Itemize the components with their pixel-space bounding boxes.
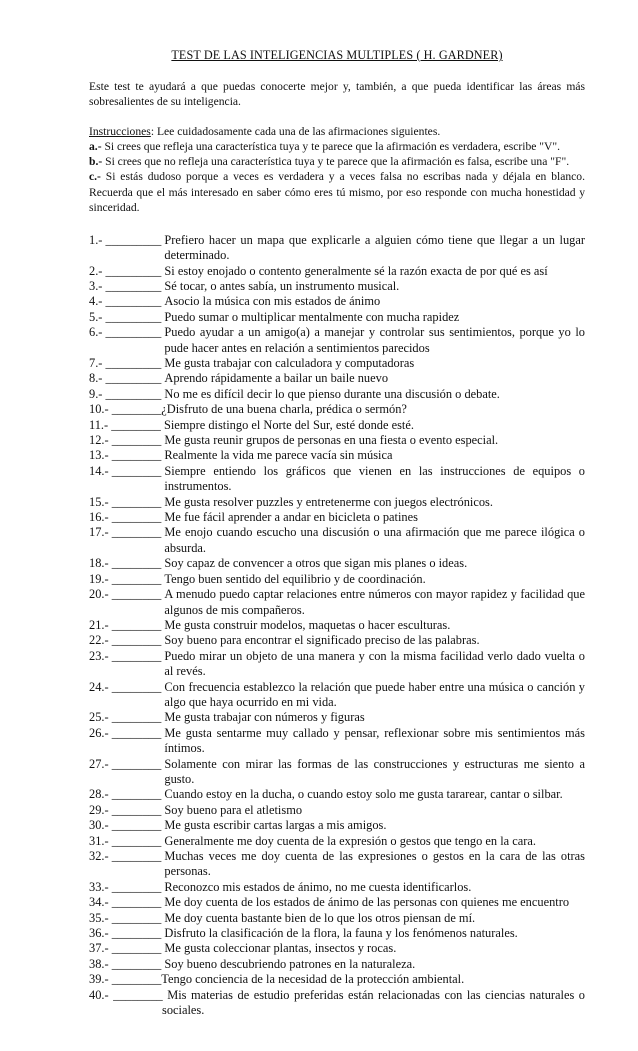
instruction-c-text: Si estás dudoso porque a veces es verdadera y a veces falsa no escribas nada y déjala en blanco. Recuerda que el más interesado en saber cómo eres tú mismo, por eso responde con mucha honestidad y sinceridad. bbox=[89, 170, 585, 214]
statement-text: Sé tocar, o antes sabía, un instrumento musical. bbox=[164, 278, 400, 293]
instruction-b-label: b.- bbox=[89, 155, 103, 169]
instruction-b bbox=[89, 154, 585, 169]
statement-item-19 bbox=[89, 572, 585, 587]
statement-item-36 bbox=[89, 926, 585, 941]
statement-item-27 bbox=[89, 757, 585, 788]
statement-text: Generalmente me doy cuenta de la expresión o gestos que tengo en la cara. bbox=[164, 833, 536, 848]
statement-text: Prefiero hacer un mapa que explicarle a alguien cómo tiene que llegar a un lugar determinado. bbox=[164, 232, 585, 263]
answer-blank[interactable]: ________ bbox=[111, 972, 162, 987]
statement-number: 38.- bbox=[89, 956, 112, 971]
instruction-a-text: Si crees que refleja una característica tuya y te parece que la afirmación es verdadera, escribe "V". bbox=[101, 140, 561, 154]
statement-text: Me gusta resolver puzzles y entretenerme con juegos electrónicos. bbox=[164, 494, 493, 509]
answer-blank[interactable]: ________ bbox=[111, 956, 165, 971]
statement-number: 10.- bbox=[89, 402, 112, 417]
statement-text: Cuando estoy en la ducha, o cuando estoy solo me gusta tararear, cantar o silbar. bbox=[164, 787, 563, 802]
statement-item-34 bbox=[89, 895, 585, 910]
statement-number: 24.- bbox=[89, 679, 112, 694]
statement-item-5 bbox=[89, 310, 585, 325]
statement-text: ¿Disfruto de una buena charla, prédica o sermón? bbox=[161, 402, 407, 417]
statement-text: Siempre entiendo los gráficos que vienen en las instrucciones de equipos o instrumentos. bbox=[164, 463, 585, 494]
statement-number: 11.- bbox=[89, 417, 112, 432]
statement-number: 23.- bbox=[89, 648, 112, 663]
statement-number: 5.- bbox=[89, 309, 106, 324]
statement-item-6 bbox=[89, 325, 585, 356]
statement-number: 26.- bbox=[89, 725, 112, 740]
statement-number: 1.- bbox=[89, 232, 106, 247]
instruction-c-label: c.- bbox=[89, 170, 101, 184]
statement-item-2 bbox=[89, 264, 585, 279]
statement-item-35 bbox=[89, 911, 585, 926]
statement-item-31 bbox=[89, 834, 585, 849]
answer-blank[interactable]: _________ bbox=[105, 232, 165, 247]
answer-blank[interactable]: ________ bbox=[111, 433, 165, 448]
answer-blank[interactable]: ________ bbox=[111, 895, 165, 910]
statement-item-33 bbox=[89, 880, 585, 895]
statement-text: Puedo mirar un objeto de una manera y con la misma facilidad verlo dado vuelta o al revés. bbox=[164, 648, 585, 679]
statement-item-21 bbox=[89, 618, 585, 633]
statement-number: 30.- bbox=[89, 818, 112, 833]
statement-number: 21.- bbox=[89, 617, 112, 632]
intro-paragraph: Este test te ayudará a que puedas conocerte mejor y, también, a que pueda identificar las áreas más sobresalientes de su inteligencia. bbox=[89, 80, 585, 109]
answer-blank[interactable]: ________ bbox=[111, 833, 165, 848]
statement-text: Disfruto la clasificación de la flora, la fauna y los fenómenos naturales. bbox=[164, 926, 518, 941]
statement-item-11 bbox=[89, 418, 585, 433]
statement-item-9 bbox=[89, 387, 585, 402]
statement-text: Soy capaz de convencer a otros que sigan mis planes o ideas. bbox=[164, 556, 468, 571]
answer-blank[interactable]: ________ bbox=[111, 756, 165, 771]
statement-number: 14.- bbox=[89, 463, 112, 478]
statement-item-23 bbox=[89, 649, 585, 680]
statement-item-30 bbox=[89, 818, 585, 833]
answer-blank[interactable]: ________ bbox=[111, 818, 165, 833]
answer-blank[interactable]: _________ bbox=[105, 278, 165, 293]
statement-item-24 bbox=[89, 680, 585, 711]
statement-text: Soy bueno para encontrar el significado preciso de las palabras. bbox=[164, 633, 480, 648]
statement-item-7 bbox=[89, 356, 585, 371]
statement-item-14 bbox=[89, 464, 585, 495]
answer-blank[interactable]: ________ bbox=[111, 510, 165, 525]
statement-item-32 bbox=[89, 849, 585, 880]
answer-blank[interactable]: ________ bbox=[111, 571, 165, 586]
statement-text: Me fue fácil aprender a andar en bicicleta o patines bbox=[164, 510, 418, 525]
statement-item-26 bbox=[89, 726, 585, 757]
statement-number: 34.- bbox=[89, 895, 112, 910]
statement-number: 12.- bbox=[89, 433, 112, 448]
statement-number: 39.- bbox=[89, 972, 112, 987]
statement-number: 17.- bbox=[89, 525, 112, 540]
answer-blank[interactable]: _________ bbox=[105, 294, 165, 309]
statement-item-16 bbox=[89, 510, 585, 525]
statement-number: 20.- bbox=[89, 587, 112, 602]
introduction bbox=[89, 79, 585, 215]
statement-text: Me gusta reunir grupos de personas en una fiesta o evento especial. bbox=[164, 433, 499, 448]
statement-text: Tengo buen sentido del equilibrio y de coordinación. bbox=[164, 571, 426, 586]
statement-item-28 bbox=[89, 787, 585, 802]
statement-item-40 bbox=[89, 988, 585, 1019]
statement-text: Me enojo cuando escucho una discusión o una afirmación que me parece ilógica o absurda. bbox=[164, 525, 585, 555]
statement-item-10 bbox=[89, 402, 585, 417]
statement-item-22 bbox=[89, 633, 585, 648]
answer-blank[interactable]: ________ bbox=[111, 587, 165, 602]
statement-text: A menudo puedo captar relaciones entre números con mayor rapidez y facilidad que algunos de mis compañeros. bbox=[164, 587, 585, 617]
statement-number: 16.- bbox=[89, 510, 112, 525]
statement-text: Reconozco mis estados de ánimo, no me cuesta identificarlos. bbox=[164, 879, 472, 894]
statement-text: Soy bueno descubriendo patrones en la naturaleza. bbox=[164, 956, 416, 971]
answer-blank[interactable]: ________ bbox=[111, 802, 165, 817]
statement-number: 35.- bbox=[89, 910, 112, 925]
answer-blank[interactable]: ________ bbox=[111, 494, 165, 509]
statement-text: Mis materias de estudio preferidas están relacionadas con las ciencias naturales o sociales. bbox=[162, 987, 585, 1018]
statement-number: 37.- bbox=[89, 941, 112, 956]
statement-text: Puedo ayudar a un amigo(a) a manejar y controlar sus sentimientos, porque yo lo pude hacer antes en relación a sentimientos parecidos bbox=[164, 325, 585, 355]
statement-number: 8.- bbox=[89, 371, 106, 386]
statement-number: 27.- bbox=[89, 756, 112, 771]
statement-item-25 bbox=[89, 710, 585, 725]
answer-blank[interactable]: _________ bbox=[105, 325, 165, 340]
statement-text: Tengo conciencia de la necesidad de la protección ambiental. bbox=[161, 972, 465, 987]
document-title: TEST DE LAS INTELIGENCIAS MULTIPLES ( H. GARDNER) bbox=[171, 48, 503, 62]
statement-item-18 bbox=[89, 556, 585, 571]
answer-blank[interactable]: ________ bbox=[111, 725, 165, 740]
statement-item-17 bbox=[89, 525, 585, 556]
answer-blank[interactable]: ________ bbox=[111, 417, 164, 432]
statement-list bbox=[89, 233, 585, 988]
statement-text: Me doy cuenta bastante bien de lo que los otros piensan de mí. bbox=[164, 910, 476, 925]
statement-number: 7.- bbox=[89, 356, 106, 370]
answer-blank[interactable]: ________ bbox=[111, 679, 165, 694]
answer-blank[interactable]: ________ bbox=[111, 879, 165, 894]
answer-blank[interactable]: ________ bbox=[111, 710, 165, 725]
statement-number: 3.- bbox=[89, 278, 106, 293]
statement-item-39 bbox=[89, 972, 585, 987]
statement-text: Me gusta trabajar con calculadora y computadoras bbox=[164, 356, 415, 370]
instruction-a-label: a.- bbox=[89, 140, 102, 154]
statement-number: 6.- bbox=[89, 325, 106, 340]
answer-blank[interactable]: ________ bbox=[111, 402, 162, 417]
statement-text: Realmente la vida me parece vacía sin música bbox=[164, 448, 393, 463]
statement-item-12 bbox=[89, 433, 585, 448]
instructions-label: Instrucciones bbox=[89, 125, 151, 139]
statement-item-13 bbox=[89, 448, 585, 463]
statement-number: 40.- bbox=[89, 987, 114, 1002]
statement-number: 22.- bbox=[89, 633, 112, 648]
statement-number: 15.- bbox=[89, 494, 112, 509]
answer-blank[interactable]: _________ bbox=[105, 309, 165, 324]
statement-item-29 bbox=[89, 803, 585, 818]
answer-blank[interactable]: ________ bbox=[111, 556, 165, 571]
instructions-line bbox=[89, 124, 585, 139]
answer-blank[interactable]: ________ bbox=[111, 448, 165, 463]
statement-number: 28.- bbox=[89, 787, 112, 802]
statement-text: Me gusta escribir cartas largas a mis amigos. bbox=[164, 818, 387, 833]
statement-text: Me doy cuenta de los estados de ánimo de las personas con quienes me encuentro bbox=[164, 895, 570, 910]
statement-text: Me gusta construir modelos, maquetas o hacer esculturas. bbox=[164, 617, 451, 632]
answer-blank[interactable]: ________ bbox=[111, 910, 165, 925]
statement-item-37 bbox=[89, 941, 585, 956]
statement-item-20 bbox=[89, 587, 585, 618]
answer-blank[interactable]: ________ bbox=[111, 849, 165, 863]
statement-text: Con frecuencia establezco la relación que puede haber entre una música o canción y algo que haya ocurrido en mi vida. bbox=[164, 679, 585, 709]
statement-text: Aprendo rápidamente a bailar un baile nuevo bbox=[164, 371, 389, 386]
statement-item-3 bbox=[89, 279, 585, 294]
answer-blank[interactable]: ________ bbox=[111, 941, 165, 956]
answer-blank[interactable]: ________ bbox=[111, 926, 165, 941]
statement-number: 33.- bbox=[89, 879, 112, 894]
statement-number: 31.- bbox=[89, 833, 112, 848]
statement-item-38 bbox=[89, 957, 585, 972]
instruction-b-text: Si crees que no refleja una característica tuya y te parece que la afirmación es falsa, escribe una "F". bbox=[102, 155, 570, 169]
statement-item-8 bbox=[89, 371, 585, 386]
answer-blank[interactable]: ________ bbox=[111, 787, 165, 802]
statement-text: No me es difícil decir lo que pienso durante una discusión o debate. bbox=[164, 386, 500, 401]
statement-text: Muchas veces me doy cuenta de las expresiones o gestos en la cara de las otras personas. bbox=[164, 849, 585, 879]
statement-number: 29.- bbox=[89, 802, 112, 817]
answer-blank[interactable]: ________ bbox=[113, 987, 168, 1002]
statement-text: Soy bueno para el atletismo bbox=[164, 802, 303, 817]
answer-blank[interactable]: ________ bbox=[111, 463, 165, 478]
answer-blank[interactable]: ________ bbox=[111, 617, 165, 632]
statement-number: 32.- bbox=[89, 849, 112, 863]
statement-number: 25.- bbox=[89, 710, 112, 725]
statement-text: Me gusta coleccionar plantas, insectos y rocas. bbox=[164, 941, 397, 956]
answer-blank[interactable]: _________ bbox=[105, 263, 165, 278]
statement-item-4 bbox=[89, 294, 585, 309]
statement-text: Asocio la música con mis estados de ánimo bbox=[164, 294, 381, 309]
statement-item-1 bbox=[89, 233, 585, 264]
statement-text: Puedo sumar o multiplicar mentalmente con mucha rapidez bbox=[164, 309, 460, 324]
instructions-text: : Lee cuidadosamente cada una de las afirmaciones siguientes. bbox=[150, 125, 441, 139]
statement-item-15 bbox=[89, 495, 585, 510]
statement-number: 2.- bbox=[89, 263, 106, 278]
answer-blank[interactable]: _________ bbox=[105, 371, 165, 386]
statement-text: Si estoy enojado o contento generalmente sé la razón exacta de por qué es así bbox=[164, 263, 548, 278]
answer-blank[interactable]: ________ bbox=[111, 525, 165, 540]
statement-number: 18.- bbox=[89, 556, 112, 571]
statement-text: Solamente con mirar las formas de las construcciones y estructuras me siento a gusto. bbox=[164, 756, 585, 786]
statement-text: Siempre distingo el Norte del Sur, esté donde esté. bbox=[163, 417, 414, 432]
statement-number: 4.- bbox=[89, 294, 106, 309]
answer-blank[interactable]: ________ bbox=[111, 648, 165, 663]
statement-number: 36.- bbox=[89, 926, 112, 941]
statement-number: 19.- bbox=[89, 571, 112, 586]
answer-blank[interactable]: _________ bbox=[105, 356, 165, 370]
statement-number: 9.- bbox=[89, 386, 106, 401]
answer-blank[interactable]: _________ bbox=[105, 386, 165, 401]
answer-blank[interactable]: ________ bbox=[111, 633, 165, 648]
instruction-a bbox=[89, 139, 585, 154]
statement-text: Me gusta trabajar con números y figuras bbox=[164, 710, 365, 725]
instruction-c bbox=[89, 169, 585, 214]
statement-text: Me gusta sentarme muy callado y pensar, reflexionar sobre mis sentimientos más íntimos. bbox=[164, 725, 585, 756]
statement-number: 13.- bbox=[89, 448, 112, 463]
